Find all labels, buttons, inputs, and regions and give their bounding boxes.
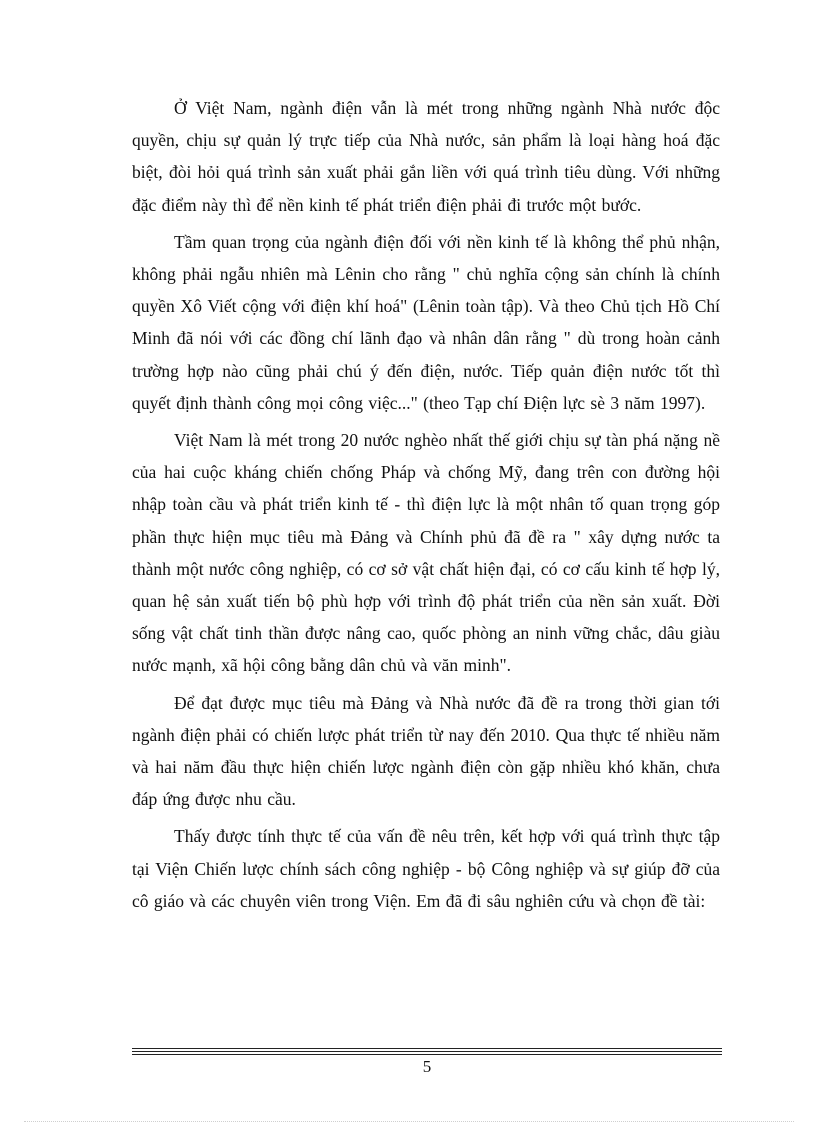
- footer-rule-top: [132, 1048, 722, 1049]
- page-number: 5: [422, 1057, 432, 1076]
- paragraph-4: Để đạt được mục tiêu mà Đảng và Nhà nước đã đề ra trong thời gian tới ngành điện phải có chiến lược phát triển từ nay đến 2010. Qua thực tế nhiều năm và hai năm đầu thực hiện chiến lược ngành điện còn gặp nhiều khó khăn, chưa đáp ứng được nhu cầu.: [132, 692, 720, 810]
- footer-rule-middle: [132, 1051, 722, 1052]
- paragraph-5: Thấy được tính thực tế của vấn đề nêu trên, kết hợp với quá trình thực tập tại Viện Chiến lược chính sách công nghiệp - bộ Công nghiệp và sự giúp đỡ của cô giáo và các chuyên viên trong Viện. Em đã đi sâu nghiên cứu và chọn đề tài:: [132, 826, 720, 911]
- paragraph-2: Tầm quan trọng của ngành điện đối với nền kinh tế là không thể phủ nhận, không phải ngẫu nhiên mà Lênin cho rằng " chủ nghĩa cộng sản chính là chính quyền Xô Viết cộng với điện khí hoá" (Lênin toàn tập). Và theo Chủ tịch Hồ Chí Minh đã nói với các đồng chí lãnh đạo và nhân dân rằng " dù trong hoàn cảnh trường hợp nào cũng phải chú ý đến điện, nước. Tiếp quản điện nước tốt thì quyết định thành công mọi công việc..." (theo Tạp chí Điện lực sè 3 năm 1997).: [132, 231, 720, 413]
- paragraph-1: Ở Việt Nam, ngành điện vẫn là mét trong những ngành Nhà nước độc quyền, chịu sự quản lý trực tiếp của Nhà nước, sản phẩm là loại hàng hoá đặc biệt, đòi hỏi quá trình sản xuất phải gắn liền với quá trình tiêu dùng. Với những đặc điểm này thì để nền kinh tế phát triển điện phải đi trước một bước.: [132, 98, 720, 215]
- paragraph-3: Việt Nam là mét trong 20 nước nghèo nhất thế giới chịu sự tàn phá nặng nề của hai cuộc kháng chiến chống Pháp và chống Mỹ, đang trên con đường hội nhập toàn cầu và phát triển kinh tế - thì điện lực là một nhân tố quan trọng góp phần thực hiện mục tiêu mà Đảng và Chính phủ đã đề ra " xây dựng nước ta thành một nước công nghiệp, có cơ sở vật chất hiện đại, có cơ cấu kinh tế hợp lý, quan hệ sản xuất tiến bộ phù hợp với trình độ phát triển của nền sản xuất. Đời sống vật chất tinh thần được nâng cao, quốc phòng an ninh vững chắc, dâu giàu nước mạnh, xã hội công bằng dân chủ và văn minh".: [132, 430, 720, 676]
- page-edge-divider: [24, 1121, 794, 1122]
- body-text: [132, 92, 720, 922]
